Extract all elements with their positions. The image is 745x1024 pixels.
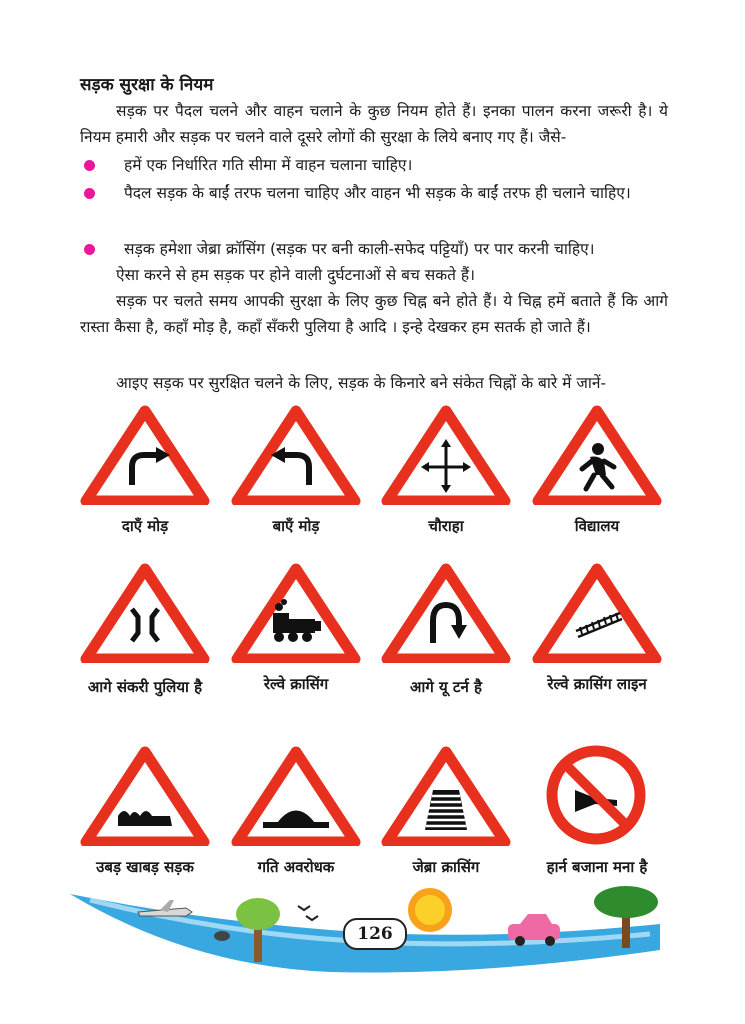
page-heading: सड़क सुरक्षा के नियम [80,75,214,95]
narrow-bridge-icon [80,563,210,663]
sign-label: विद्यालय [574,517,620,535]
sign-label: आगे यू टर्न है [410,678,482,696]
sign-label: गति अवरोधक [257,858,335,876]
bird-icon [214,931,230,941]
page-number: 126 [343,918,407,950]
bullet-dot [84,188,95,199]
railway-track-icon [532,563,662,663]
train-icon [231,563,361,663]
no-horn-icon [545,744,647,846]
list-item [80,180,668,206]
sign-label: बाएँ मोड़ [272,517,320,535]
sign-label: जेब्रा क्रासिंग [412,858,480,876]
rough-road-icon [80,746,210,846]
signs-intro-paragraph: सड़क पर चलते समय आपकी सुरक्षा के लिए कुछ चिह्न बने होते हैं। ये चिह्न हमें बताते हैं कि आगे रास्ता कैसा है, कहाँ मोड़ है, कहाँ सँकरी पुलिया है आदि । इन्हे देखकर हम सतर्क हो जाते हैं। [80,292,668,336]
bullet-dot [84,160,95,171]
bullet-text: हमें एक निर्धारित गति सीमा में वाहन चलाना चाहिए। [124,156,413,174]
list-item [80,152,668,178]
sign-label: दाएँ मोड़ [121,517,169,535]
footer-illustration [0,880,745,1024]
sign-label: रेल्वे क्रासिंग [263,675,329,693]
bullet-text: पैदल सड़क के बाईं तरफ चलना चाहिए और वाहन भी सड़क के बाईं तरफ ही चलाने चाहिए। [124,184,631,202]
sign-label: रेल्वे क्रासिंग लाइन [547,675,647,693]
intro-paragraph: सड़क पर पैदल चलने और वाहन चलाने के कुछ नियम होते हैं। इनका पालन करना जरूरी है। ये नियम हमारी और सड़क पर चलने वाले दूसरे लोगों की सुरक्षा के लिये बनाए गए हैं। जैसे- [80,102,668,146]
signs-lead-paragraph: आइए सड़क पर सुरक्षित चलने के लिए, सड़क के किनारे बने संकेत चिह्नों के बारे में जानें- [116,374,607,392]
sign-label: हार्न बजाना मना है [546,858,648,876]
after-bullets-text: ऐसा करने से हम सड़क पर होने वाली दुर्घटनाओं से बच सकते हैं। [116,266,475,284]
speed-breaker-icon [231,746,361,846]
sun-icon [408,888,452,932]
bullet-dot [84,244,95,255]
sign-label: आगे संकरी पुलिया है [87,678,203,696]
sign-label: चौराहा [428,517,464,535]
zebra-crossing-icon [381,746,511,846]
left-turn-icon [231,405,361,505]
crossroad-icon [381,405,511,505]
sign-label: उबड़ खाबड़ सड़क [96,858,194,876]
right-turn-icon [80,405,210,505]
list-item [80,236,668,262]
bullet-text: सड़क हमेशा जेब्रा क्रॉसिंग (सड़क पर बनी काली-सफेद पट्टियाँ) पर पार करनी चाहिए। [124,240,595,258]
u-turn-icon [381,563,511,663]
school-child-icon [532,405,662,505]
